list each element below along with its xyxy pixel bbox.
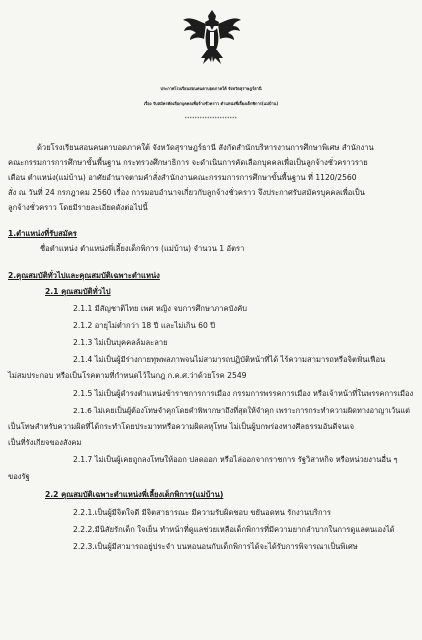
section1-heading: 1.ตำแหน่งที่รับสมัคร — [8, 229, 77, 238]
qualification-item: 2.1.6 ไม่เคยเป็นผู้ต้องโทษจำคุกโดยคำพิพากษาถึงที่สุดให้จำคุก เพราะการกระทำความผิดทางอาญาเว้นแต่ — [73, 406, 410, 415]
garuda-emblem-icon — [181, 6, 243, 68]
intro-line: เดือน ตำแหน่ง(แม่บ้าน) อาศัยอำนาจตามคำสั่งสำนักงานคณะกรรมการการศึกษาขั้นพื้นฐาน ที่ 1120/2560 — [8, 173, 357, 182]
announcement-subject: เรื่อง รับสมัครคัดเลือกบุคคลเพื่อจ้างชั่วคราว ตำแหน่งพี่เลี้ยงเด็กพิการ(แม่บ้าน) — [143, 101, 279, 106]
qualification-item-continued: ของรัฐ — [8, 472, 30, 481]
section2-heading: 2.คุณสมบัติทั่วไปและคุณสมบัติเฉพาะตำแหน่ง — [8, 271, 160, 280]
specific-qualification-item: 2.2.2.มีนิสัยรักเด็ก ใจเย็น ทำหน้าที่ดูแลช่วยเหลือเด็กพิการที่มีความยากลำบากในการดูแลตนเองได้ — [73, 525, 395, 534]
qualification-item-continued: เป็นโทษสำหรับความผิดที่ได้กระทำโดยประมาทหรือความผิดลหุโทษ ไม่เป็นผู้บกพร่องทางศีลธรรมอันดีจนเจ — [8, 422, 355, 431]
qualification-item: 2.1.5 ไม่เป็นผู้ดำรงตำแหน่งข้าราชการการเมือง กรรมการพรรคการเมือง หรือเจ้าหน้าที่ในพรรคการเมือง — [73, 389, 414, 398]
position-line: ชื่อตำแหน่ง ตำแหน่งพี่เลี้ยงเด็กพิการ (แม่บ้าน) จำนวน 1 อัตรา — [40, 244, 245, 253]
announcement-title: ประกาศโรงเรียนสอนคนตาบอดภาคใต้ จังหวัดสุราษฎร์ธานี — [160, 86, 262, 91]
specific-qualification-item: 2.2.3.เป็นผู้มีสามารถอยู่ประจำ บนหอนอนกับเด็กพิการได้จะได้รับการพิจารณาเป็นพิเศษ — [73, 542, 358, 551]
specific-qualifications-heading: 2.2 คุณสมบัติเฉพาะตำแหน่งพี่เลี้ยงเด็กพิการ(แม่บ้าน) — [45, 490, 224, 499]
qualification-item-continued: เป็นที่รังเกียจของสังคม — [8, 438, 82, 447]
intro-line: ลูกจ้างชั่วคราว โดยมีรายละเอียดดังต่อไปนี้ — [8, 203, 148, 212]
specific-qualification-item: 2.2.1.เป็นผู้มีจิตใจดี มีจิตสาธารณะ มีความรับผิดชอบ ขยันอดทน รักงานบริการ — [73, 508, 331, 517]
qualification-item-continued: ไม่สมประกอบ หรือเป็นโรคตามที่กำหนดไว้ในกฎ ก.ค.ศ.ว่าด้วยโรค 2549 — [8, 371, 247, 380]
separator-stars: ********************* — [184, 116, 238, 121]
intro-line: ด้วยโรงเรียนสอนคนตาบอดภาคใต้ จังหวัดสุราษฎร์ธานี สังกัดสำนักบริหารงานการศึกษาพิเศษ สำนักงาน — [37, 143, 374, 152]
qualification-item: 2.1.1 มีสัญชาติไทย เพศ หญิง จบการศึกษาภาคบังคับ — [73, 304, 247, 313]
general-qualifications-heading: 2.1 คุณสมบัติทั่วไป — [45, 287, 111, 296]
qualification-item: 2.1.3 ไม่เป็นบุคคลล้มละลาย — [73, 338, 168, 347]
intro-line: คณะกรรมการการศึกษาขั้นพื้นฐาน กระทรวงศึกษาธิการ จะดำเนินการคัดเลือกบุคคลเพื่อเป็นลูกจ้างชั่วคราวราย — [8, 158, 368, 167]
qualification-item: 2.1.4 ไม่เป็นผู้มีร่างกายทุพพลภาพจนไม่สามารถปฏิบัติหน้าที่ได้ ไร้ความสามารถหรือจิตฟั่นเฟือน — [73, 355, 386, 364]
qualification-item: 2.1.2 อายุไม่ต่ำกว่า 18 ปี และไม่เกิน 60 ปี — [73, 321, 216, 330]
qualification-item: 2.1.7 ไม่เป็นผู้เคยถูกลงโทษให้ออก ปลดออก หรือไล่ออกจากราชการ รัฐวิสาหกิจ หรือหน่วยงานอื่น ๆ — [73, 455, 398, 464]
intro-line: สั่ง ณ วันที่ 24 กรกฎาคม 2560 เรื่อง การมอบอำนาจเกี่ยวกับลูกจ้างชั่วคราว จึงประกาศรับสมัครบุคคลเพื่อเป็น — [8, 188, 365, 197]
